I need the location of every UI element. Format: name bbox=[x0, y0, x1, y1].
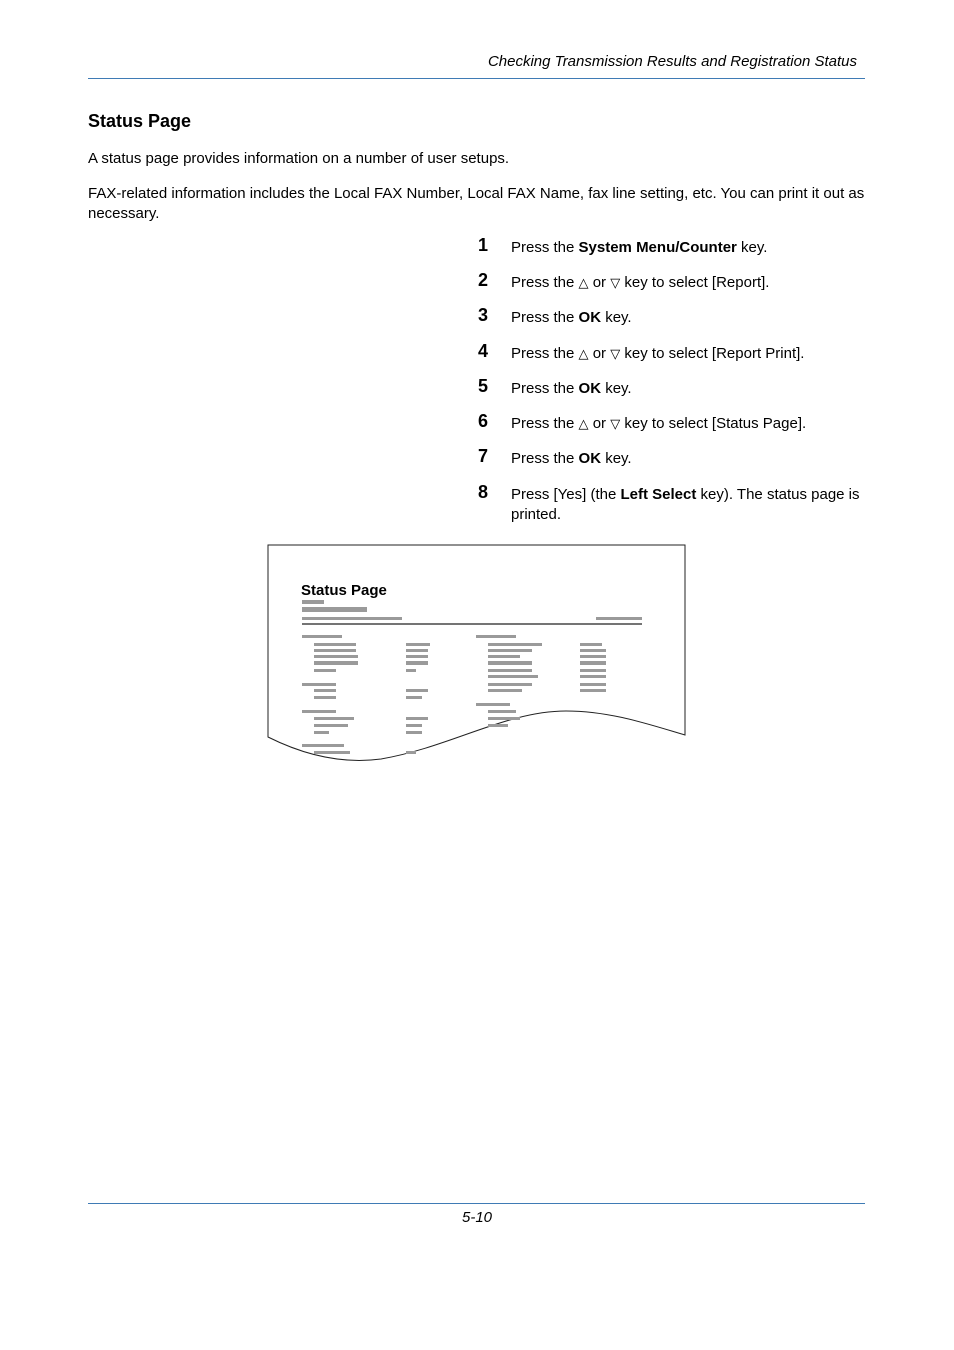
status-page-illustration bbox=[266, 543, 690, 765]
step-number: 4 bbox=[478, 341, 489, 361]
step-number: 8 bbox=[478, 482, 489, 502]
down-arrow-icon: ▽ bbox=[610, 276, 621, 291]
up-arrow-icon: △ bbox=[578, 276, 589, 291]
step-number: 2 bbox=[478, 270, 489, 290]
footer-rule bbox=[88, 1203, 865, 1204]
step-text: Press the OK key. bbox=[511, 450, 632, 467]
step-number: 6 bbox=[478, 411, 489, 431]
down-arrow-icon: ▽ bbox=[610, 347, 621, 362]
step-text: Press [Yes] (the Left Select key). The status page is printed. bbox=[511, 486, 860, 523]
step-number: 3 bbox=[478, 305, 489, 325]
step-number: 1 bbox=[478, 235, 489, 255]
fax-info-paragraph: FAX-related information includes the Local FAX Number, Local FAX Name, fax line setting, etc. You can print it out as necessary. bbox=[88, 185, 865, 222]
step-text: Press the OK key. bbox=[511, 380, 632, 397]
step-text: Press the △ or ▽ key to select [Report]. bbox=[511, 274, 770, 291]
step-number: 7 bbox=[478, 446, 489, 466]
running-header: Checking Transmission Results and Registration Status bbox=[487, 53, 857, 70]
step-text: Press the OK key. bbox=[511, 309, 632, 326]
page-number: 5-10 bbox=[461, 1209, 493, 1226]
step-number: 5 bbox=[478, 376, 489, 396]
printed-page-graphic bbox=[266, 543, 690, 765]
figure-title: Status Page bbox=[301, 582, 387, 599]
up-arrow-icon: △ bbox=[578, 417, 589, 432]
header-rule bbox=[88, 78, 865, 79]
down-arrow-icon: ▽ bbox=[610, 417, 621, 432]
intro-paragraph: A status page provides information on a number of user setups. bbox=[88, 150, 510, 167]
step-text: Press the △ or ▽ key to select [Status Page]. bbox=[511, 415, 807, 432]
section-title: Status Page bbox=[88, 111, 192, 131]
up-arrow-icon: △ bbox=[578, 347, 589, 362]
step-text: Press the △ or ▽ key to select [Report Print]. bbox=[511, 345, 805, 362]
step-text: Press the System Menu/Counter key. bbox=[511, 239, 768, 256]
